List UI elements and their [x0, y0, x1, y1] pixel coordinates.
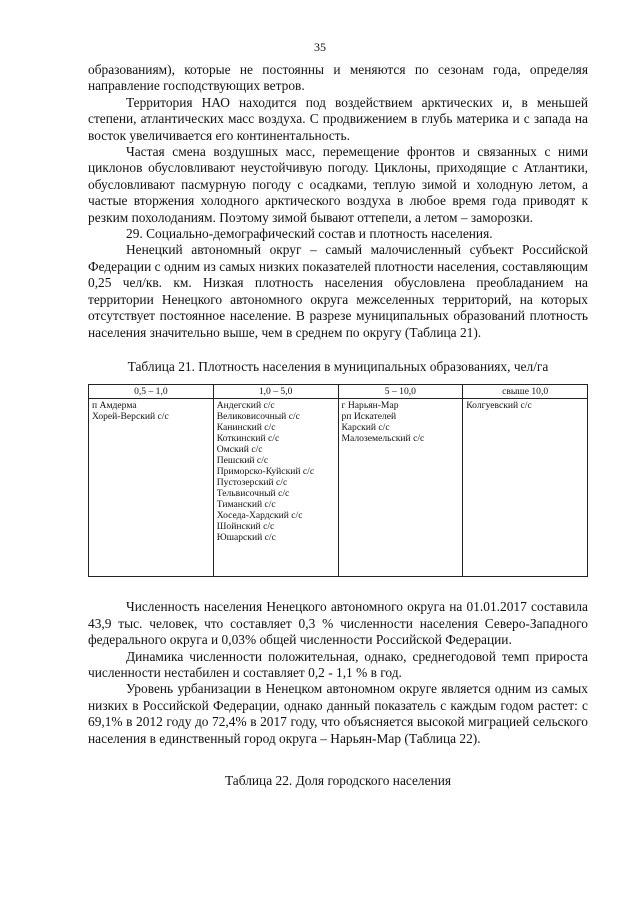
- paragraph: Ненецкий автономный округ – самый малочисленный субъект Российской Федерации с одним из самых низких показателей плотности населения, составляющим 0,25 чел/кв. км. Низкая плотность населения обусловлена преобладанием на территории Ненецкого автономного округа межселенных территорий, на которых отсутствует постоянное население. В разрезе муниципальных образований плотность населения значительно выше, чем в среднем по округу (Таблица 21).: [88, 242, 588, 340]
- column-header: 1,0 – 5,0: [213, 385, 338, 399]
- municipality: г Нарьян-Мар: [341, 400, 399, 412]
- paragraph: образованиям), которые не постоянны и меняются по сезонам года, определяя направление господствующих ветров.: [88, 62, 588, 94]
- municipality: Карский с/с: [341, 422, 390, 434]
- municipality: Приморско-Куйский с/с: [216, 466, 315, 478]
- municipality: Пешский с/с: [216, 455, 269, 467]
- municipality: Юшарский с/с: [216, 532, 276, 544]
- column-header: свыше 10,0: [463, 385, 588, 399]
- table-cell-col-2: [213, 399, 338, 577]
- paragraph: Динамика численности положительная, однако, среднегодовой темп прироста численности нестабилен и составляет 0,2 - 1,1 % в год.: [88, 648, 588, 680]
- municipality: Тельвисочный с/с: [216, 488, 290, 500]
- column-header: 0,5 – 1,0: [89, 385, 214, 399]
- table-21-caption: Таблица 21. Плотность населения в муниципальных образованиях, чел/га: [127, 358, 549, 374]
- density-table: [88, 384, 588, 577]
- table-row: [89, 399, 588, 577]
- municipality: Коткинский с/с: [216, 433, 280, 445]
- table-cell-col-1: [89, 399, 214, 577]
- municipality: Великовисочный с/с: [216, 411, 300, 423]
- municipality: Хоседа-Хардский с/с: [216, 510, 303, 522]
- paragraph: Частая смена воздушных масс, перемещение фронтов и связанных с ними циклонов обусловливают неустойчивую погоду. Циклоны, приходящие с Атлантики, обусловливают пасмурную погоду с осадками, теплую зимой и холодную летом, а частые вторжения холодного арктического воздуха в любое время года приводят к резким похолоданиям. Поэтому зимой бывают оттепели, а летом – заморозки.: [88, 144, 588, 225]
- page-number: 35: [314, 40, 326, 54]
- municipality: Шойнский с/с: [216, 521, 275, 533]
- municipality: Канинский с/с: [216, 422, 276, 434]
- municipality: Тиманский с/с: [216, 499, 276, 511]
- municipality: Малоземельский с/с: [341, 433, 425, 445]
- paragraph: Территория НАО находится под воздействием арктических и, в меньшей степени, атлантических масс воздуха. С продвижением в глубь материка и с запада на восток увеличивается его континентальность.: [88, 94, 588, 143]
- table-header-row: [89, 385, 588, 399]
- column-header: 5 – 10,0: [338, 385, 463, 399]
- paragraph: Уровень урбанизации в Ненецком автономном округе является одним из самых низких в Российской Федерации, однако данный показатель с каждым годом растет: с 69,1% в 2012 году до 72,4% в 2017 году, что объясняется высокой миграцией сельского населения в единственный город округа – Нарьян-Мар (Таблица 22).: [88, 681, 588, 746]
- municipality: Колгуевский с/с: [466, 400, 532, 412]
- municipality: Пустозерский с/с: [216, 477, 288, 489]
- municipality: Омский с/с: [216, 444, 263, 456]
- section-heading: 29. Социально-демографический состав и плотность населения.: [126, 226, 493, 242]
- table-22-caption: Таблица 22. Доля городского населения: [224, 772, 452, 788]
- table-cell-col-3: [338, 399, 463, 577]
- paragraph: Численность населения Ненецкого автономного округа на 01.01.2017 составила 43,9 тыс. человек, что составляет 0,3 % численности населения Северо-Западного федерального округа и 0,03% общей численности Российской Федерации.: [88, 599, 588, 648]
- text-body: [88, 62, 588, 789]
- table-cell-col-4: [463, 399, 588, 577]
- municipality: п Амдерма: [92, 400, 137, 412]
- municipality: рп Искателей: [341, 411, 397, 423]
- municipality: Андегский с/с: [216, 400, 275, 412]
- municipality: Хорей-Верский с/с: [92, 411, 169, 423]
